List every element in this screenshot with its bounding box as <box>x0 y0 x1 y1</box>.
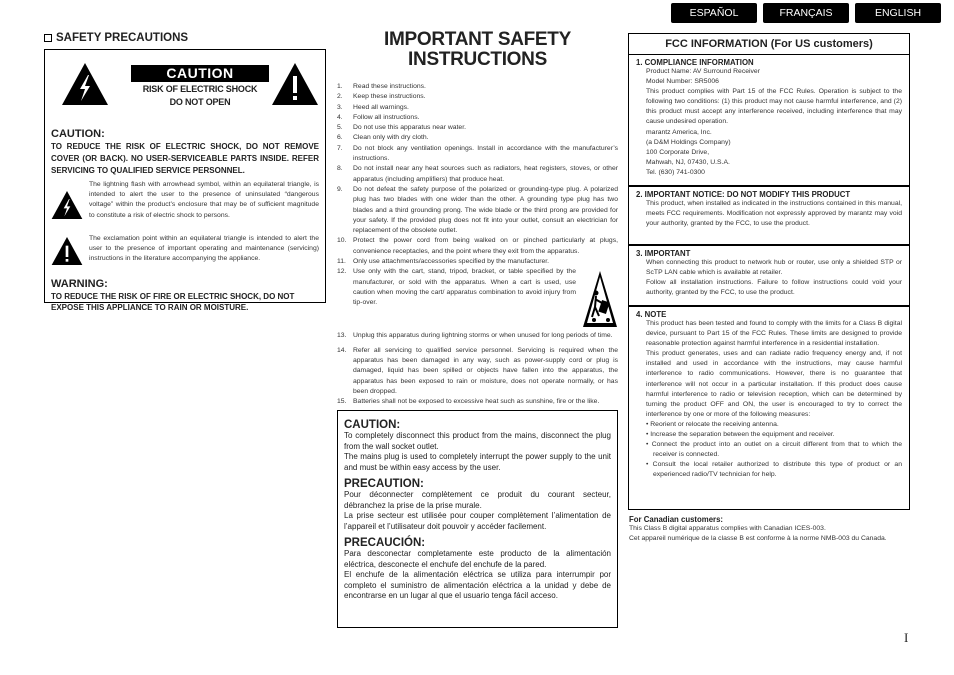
warning-text: TO REDUCE THE RISK OF FIRE OR ELECTRIC SHOCK, DO NOT EXPOSE THIS APPLIANCE TO RAIN OR MOISTURE. <box>51 292 295 312</box>
lightning-warning-icon <box>61 62 109 106</box>
instruction-item: 8. Do not install near any heat sources such as radiators, heat registers, stoves, or other apparatus (including amplifiers) that produce heat. <box>337 165 618 183</box>
language-tabs <box>671 3 941 23</box>
exclamation-small-icon <box>51 234 83 271</box>
fcc-heading: FCC INFORMATION (For US customers) <box>628 33 910 55</box>
caution-heading: CAUTION: <box>51 128 105 140</box>
safety-precautions-title <box>44 32 326 44</box>
canadian-text-2: Cet appareil numérique de la classe B est conforme à la norme NMB-003 du Canada. <box>629 535 887 543</box>
instructions-column <box>337 30 618 407</box>
exclamation-explanation-text: The exclamation point within an equilateral triangle is intended to alert the user to the presence of important operating and maintenance (servicing) instructions in the literature accompanying the appliance. <box>89 235 319 263</box>
fcc-s1-text: This product complies with Part 15 of the FCC Rules. Operation is subject to the following two conditions: (1) this product may not cause harmful interference, and (2) this product must accept any interference received, including interference that may cause undesired operation. <box>646 88 902 126</box>
caution-es-text-2: El enchufe de la alimentación eléctrica se utiliza para interrumpir por completo el suministro de alimentación eléctrica a la unidad y debe de encontrarse en un lugar al que el usuario tenga fácil acceso. <box>344 570 611 600</box>
fcc-product-name: Product Name: AV Surround Receiver <box>646 68 760 75</box>
page-title <box>337 30 618 70</box>
fcc-note-box <box>628 306 910 510</box>
fcc-s1-title: 1. COMPLIANCE INFORMATION <box>636 58 754 67</box>
fcc-measures-list <box>636 420 902 481</box>
list-item: • Consult the local retailer authorized to distribute this type of product or an experienced radio/TV technician for help. <box>646 461 902 479</box>
list-item: • Connect the product into an outlet on a circuit different from that to which the receiver is connected. <box>646 441 902 459</box>
instruction-item: 5. Do not use this apparatus near water. <box>337 124 466 132</box>
instruction-item: 12. Use only with the cart, stand, tripod, bracket, or table specified by the manufacturer, or sold with the apparatus. When a cart is used, use caution when moving the cart/ apparatus combination to avoid injury from tip-over. <box>337 267 618 331</box>
fcc-notice-box <box>628 186 910 245</box>
warning-heading: WARNING: <box>51 278 108 290</box>
instruction-item: 15. Batteries shall not be exposed to excessive heat such as sunshine, fire or the like. <box>337 398 600 406</box>
fcc-important-box <box>628 245 910 306</box>
exclamation-warning-icon <box>271 62 319 106</box>
tab-english[interactable]: ENGLISH <box>855 3 941 23</box>
instruction-item: 4. Follow all instructions. <box>337 113 420 121</box>
caution-fr-text-1: Pour déconnecter complètement ce produit du courant secteur, débranchez la prise de la prise murale. <box>344 490 611 510</box>
cart-warning-icon <box>582 269 618 329</box>
fcc-address-line: 100 Corporate Drive, <box>646 148 710 156</box>
safety-precautions-box <box>44 49 326 312</box>
fcc-s3-text-2: Follow all installation instructions. Failure to follow instructions could void your authority, granted by the FCC, to use the product. <box>646 279 902 297</box>
caution-es-heading: PRECAUCIÓN: <box>344 537 426 549</box>
exclamation-explanation <box>51 234 319 271</box>
title-line-2: INSTRUCTIONS <box>408 49 547 70</box>
caution-fr-heading: PRECAUTION: <box>344 478 424 490</box>
safety-precautions-label: SAFETY PRECAUTIONS <box>56 32 189 44</box>
fcc-s3-text-1: When connecting this product to network hub or router, use only a shielded STP or ScTP LAN cable which is available at retailer. <box>646 259 902 277</box>
fcc-s4-title: 4. NOTE <box>636 310 667 319</box>
caution-en-heading: CAUTION: <box>344 419 401 431</box>
caution-label-row <box>61 62 311 112</box>
canadian-title: For Canadian customers: <box>629 515 724 524</box>
lightning-explanation <box>51 180 319 225</box>
instruction-item: 9. Do not defeat the safety purpose of the polarized or grounding-type plug. A polarized plug has two blades with one wider than the other. A grounding type plug has two blades and a third grounding prong. The wide blade or the third prong are provided for your safety. If the provided plug does not fit into your outlet, consult an electrician for replacement of the obsolete outlet. <box>337 185 618 235</box>
canadian-customers <box>629 515 911 544</box>
caution-en-text-2: The mains plug is used to completely interrupt the power supply to the unit and must be within easy access by the user. <box>344 452 611 472</box>
mains-caution-box <box>337 410 618 628</box>
caution-label <box>131 65 269 108</box>
caution-badge: CAUTION <box>131 65 269 82</box>
instruction-item: 10. Protect the power cord from being walked on or pinched particularly at plugs, convenience receptacles, and the point where they exit from the apparatus. <box>337 237 618 255</box>
lightning-small-icon <box>51 180 83 225</box>
caution-sub-line-1: RISK OF ELECTRIC SHOCK <box>142 84 258 94</box>
instruction-item: 1. Read these instructions. <box>337 83 426 90</box>
caution-sub-line-2: DO NOT OPEN <box>169 97 231 107</box>
tab-francais[interactable]: FRANÇAIS <box>763 3 849 23</box>
title-line-1: IMPORTANT SAFETY <box>384 29 571 50</box>
fcc-s4-text-1: This product has been tested and found to comply with the limits for a Class B digital device, pursuant to Part 15 of the FCC Rules. These limits are designed to provide reasonable protection against harmful interference in a residential installation. <box>646 320 902 348</box>
fcc-s4-text-2: This product generates, uses and can radiate radio frequency energy and, if not installed and used in accordance with the instructions, may cause harmful interference to radio communications. However, there is no guarantee that interference will not occur in a particular installation. If this product does cause harmful interference to radio or television reception, which can be determined by turning the product OFF and ON, the user is encouraged to try to correct the interference by one or more of the following measures: <box>646 350 902 418</box>
instruction-item: 7. Do not block any ventilation openings. Install in accordance with the manufacturer’s instructions. <box>337 144 618 163</box>
fcc-address-line: Tel. (630) 741-0300 <box>646 168 705 176</box>
fcc-compliance-box <box>628 54 910 186</box>
fcc-s3-title: 3. IMPORTANT <box>636 249 691 258</box>
lightning-explanation-text: The lightning flash with arrowhead symbol, within an equilateral triangle, is intended to alert the user to the presence of uninsulated “dangerous voltage” within the product’s enclosure that may be of sufficient magnitude to constitute a risk of electric shock to persons. <box>89 181 319 219</box>
fcc-address-line: (a D&M Holdings Company) <box>646 138 731 146</box>
instruction-list <box>337 82 618 407</box>
instruction-item: 11. Only use attachments/accessories specified by the manufacturer. <box>337 258 550 266</box>
instruction-item: 14. Refer all servicing to qualified service personnel. Servicing is required when the apparatus has been damaged in any way, such as power-supply cord or plug is damaged, liquid has been spilled or objects have fallen into the apparatus, the apparatus has been exposed to rain or moisture, does not operate normally, or has been dropped. <box>337 346 618 395</box>
caution-es-text-1: Para desconectar completamente este producto de la alimentación eléctrica, desconecte el enchufe del enchufe de la pared. <box>344 549 611 569</box>
instruction-item: 2. Keep these instructions. <box>337 93 426 101</box>
fcc-address-line: marantz America, Inc. <box>646 128 712 136</box>
page-number: I <box>904 630 909 645</box>
instruction-item: 13. Unplug this apparatus during lightning storms or when unused for long periods of time. <box>337 332 613 340</box>
list-item: • Increase the separation between the equipment and receiver. <box>646 431 835 439</box>
instruction-item: 3. Heed all warnings. <box>337 103 409 111</box>
fcc-s2-title: 2. IMPORTANT NOTICE: DO NOT MODIFY THIS PRODUCT <box>636 190 851 199</box>
safety-precautions-column <box>44 32 326 312</box>
list-item: • Reorient or relocate the receiving antenna. <box>646 420 779 428</box>
fcc-model-number: Model Number: SR5006 <box>646 78 719 86</box>
checkbox-square-icon <box>44 34 52 42</box>
canadian-text-1: This Class B digital apparatus complies with Canadian ICES-003. <box>629 525 826 532</box>
caution-fr-text-2: La prise secteur est utilisée pour couper complètement l’alimentation de l’appareil et l’utilisateur doit pouvoir y accéder facilement. <box>344 511 611 531</box>
tab-espanol[interactable]: ESPAÑOL <box>671 3 757 23</box>
fcc-address-line: Mahwah, NJ, 07430, U.S.A. <box>646 158 730 166</box>
caution-text: TO REDUCE THE RISK OF ELECTRIC SHOCK, DO NOT REMOVE COVER (OR BACK). NO USER-SERVICEABLE PARTS INSIDE. REFER SERVICING TO QUALIFIED SERVICE PERSONNEL. <box>51 142 319 175</box>
fcc-s2-text: This product, when installed as indicated in the instructions contained in this manual, meets FCC requirements. Modification not expressly approved by marantz may void your authority, granted by the FCC, to use the product. <box>646 200 902 228</box>
instruction-item: 6. Clean only with dry cloth. <box>337 134 429 142</box>
caution-en-text-1: To completely disconnect this product from the mains, disconnect the plug from the wall socket outlet. <box>344 431 611 451</box>
